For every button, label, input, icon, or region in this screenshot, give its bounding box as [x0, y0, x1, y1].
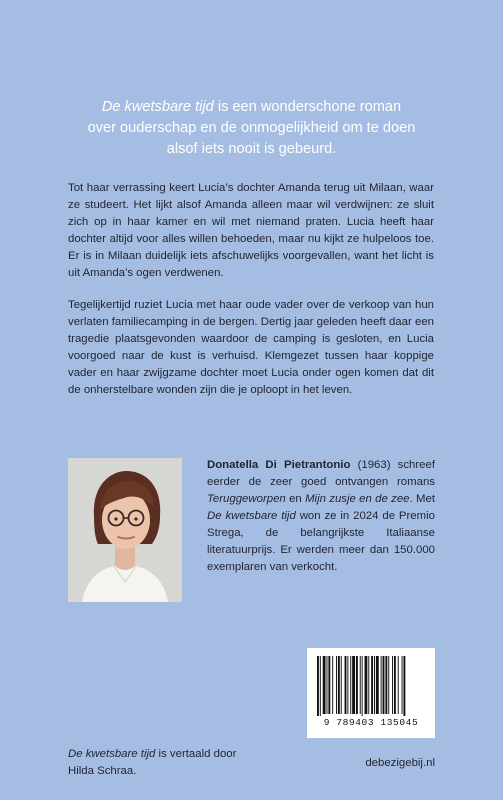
- barcode-bar: [356, 656, 358, 714]
- barcode-bar: [345, 656, 347, 714]
- barcode-icon: [317, 656, 425, 716]
- isbn-number: 9 789403 135045: [323, 717, 419, 728]
- barcode-bar: [332, 656, 333, 714]
- barcode-bar: [320, 656, 321, 716]
- barcode-bar: [328, 656, 330, 714]
- author-name: Donatella Di Pietrantonio: [207, 459, 351, 471]
- barcode-bar: [365, 656, 368, 714]
- translator-book-title: De kwetsbare tijd: [68, 748, 156, 760]
- barcode-bar: [338, 656, 340, 714]
- bio-text-4: won ze in 2024 de Premio Strega, de belangrijkste Italiaanse literatuurprijs. Er werden meer dan 150.000 exemplaren van verkocht.: [207, 510, 435, 573]
- tagline: [40, 97, 463, 160]
- barcode-bar: [374, 656, 375, 714]
- barcode-bar: [362, 656, 363, 716]
- barcode-bar: [398, 656, 399, 714]
- tagline-line-1: [40, 97, 463, 118]
- barcode-bar: [360, 656, 361, 714]
- bio-text-1: (1963) schreef eerder de zeer goed ontvangen romans: [207, 459, 436, 488]
- tagline-line-3: alsof iets nooit is gebeurd.: [166, 141, 337, 157]
- barcode-bar: [385, 656, 387, 714]
- author-portrait-illustration: [68, 458, 182, 602]
- barcode-bar: [336, 656, 337, 714]
- tagline-line-1-rest: is een wonderschone roman: [213, 99, 402, 115]
- barcode-bar: [383, 656, 385, 714]
- author-bio: [207, 457, 435, 576]
- synopsis-paragraph-1: Tot haar verrassing keert Lucia’s dochter Amanda terug uit Milaan, waar ze studeert. Het lijkt alsof Amanda alleen maar wil verdwijnen: ze sluit zich op in haar kamer en wil met niemand praten. Lucia heeft haar dochter altijd voor alles willen behoeden, maar nu kijkt ze hulpeloos toe. Er is in Milaan duidelijk iets afschuwelijks voorgevallen, want het licht is uit Amanda’s ogen verdwenen.: [68, 182, 434, 279]
- barcode-bar: [371, 656, 373, 714]
- barcode-bar: [368, 656, 369, 714]
- barcode-bar: [392, 656, 393, 714]
- barcode-bar: [376, 656, 379, 714]
- bio-text-3: . Met: [409, 493, 436, 505]
- bio-book-title-1: Teruggeworpen: [207, 493, 286, 505]
- bio-text-2: en: [285, 493, 306, 505]
- translator-credit: [68, 746, 248, 780]
- bio-book-title-3: De kwetsbare tijd: [207, 510, 296, 522]
- barcode-bar: [327, 656, 328, 714]
- barcode-bar: [394, 656, 396, 714]
- barcode-bar: [341, 656, 342, 714]
- translator-text: is vertaald door Hilda Schraa.: [68, 748, 237, 777]
- barcode-bar: [347, 656, 348, 714]
- tagline-book-title: De kwetsbare tijd: [101, 99, 214, 115]
- tagline-line-2: over ouderschap en de onmogelijkheid om te doen: [87, 120, 416, 136]
- author-photo: [68, 458, 182, 602]
- publisher-website: debezigebij.nl: [365, 757, 435, 769]
- barcode-bar: [381, 656, 382, 714]
- barcode-bar: [323, 656, 326, 714]
- barcode-bar: [352, 656, 355, 714]
- barcode-bar: [317, 656, 319, 716]
- barcode-bar: [403, 656, 405, 716]
- barcode-bar: [402, 656, 403, 714]
- isbn-barcode: [307, 648, 435, 738]
- synopsis-paragraph-2: Tegelijkertijd ruziet Lucia met haar oude vader over de verkoop van hun verlaten familiecamping in de bergen. Dertig jaar geleden heeft daar een tragedie plaatsgevonden waardoor de camping is gesloten, en Lucia voorgoed naar de kust is verhuisd. Klemgezet tussen haar koppige vader en haar zwijgzame dochter moet Lucia onder ogen komen dat dit de onherstelbare wonden zijn die je oploopt in het leven.: [68, 299, 434, 396]
- bio-book-title-2: Mijn zusje en de zee: [305, 493, 410, 505]
- barcode-bar: [388, 656, 389, 714]
- barcode-bar: [350, 656, 351, 714]
